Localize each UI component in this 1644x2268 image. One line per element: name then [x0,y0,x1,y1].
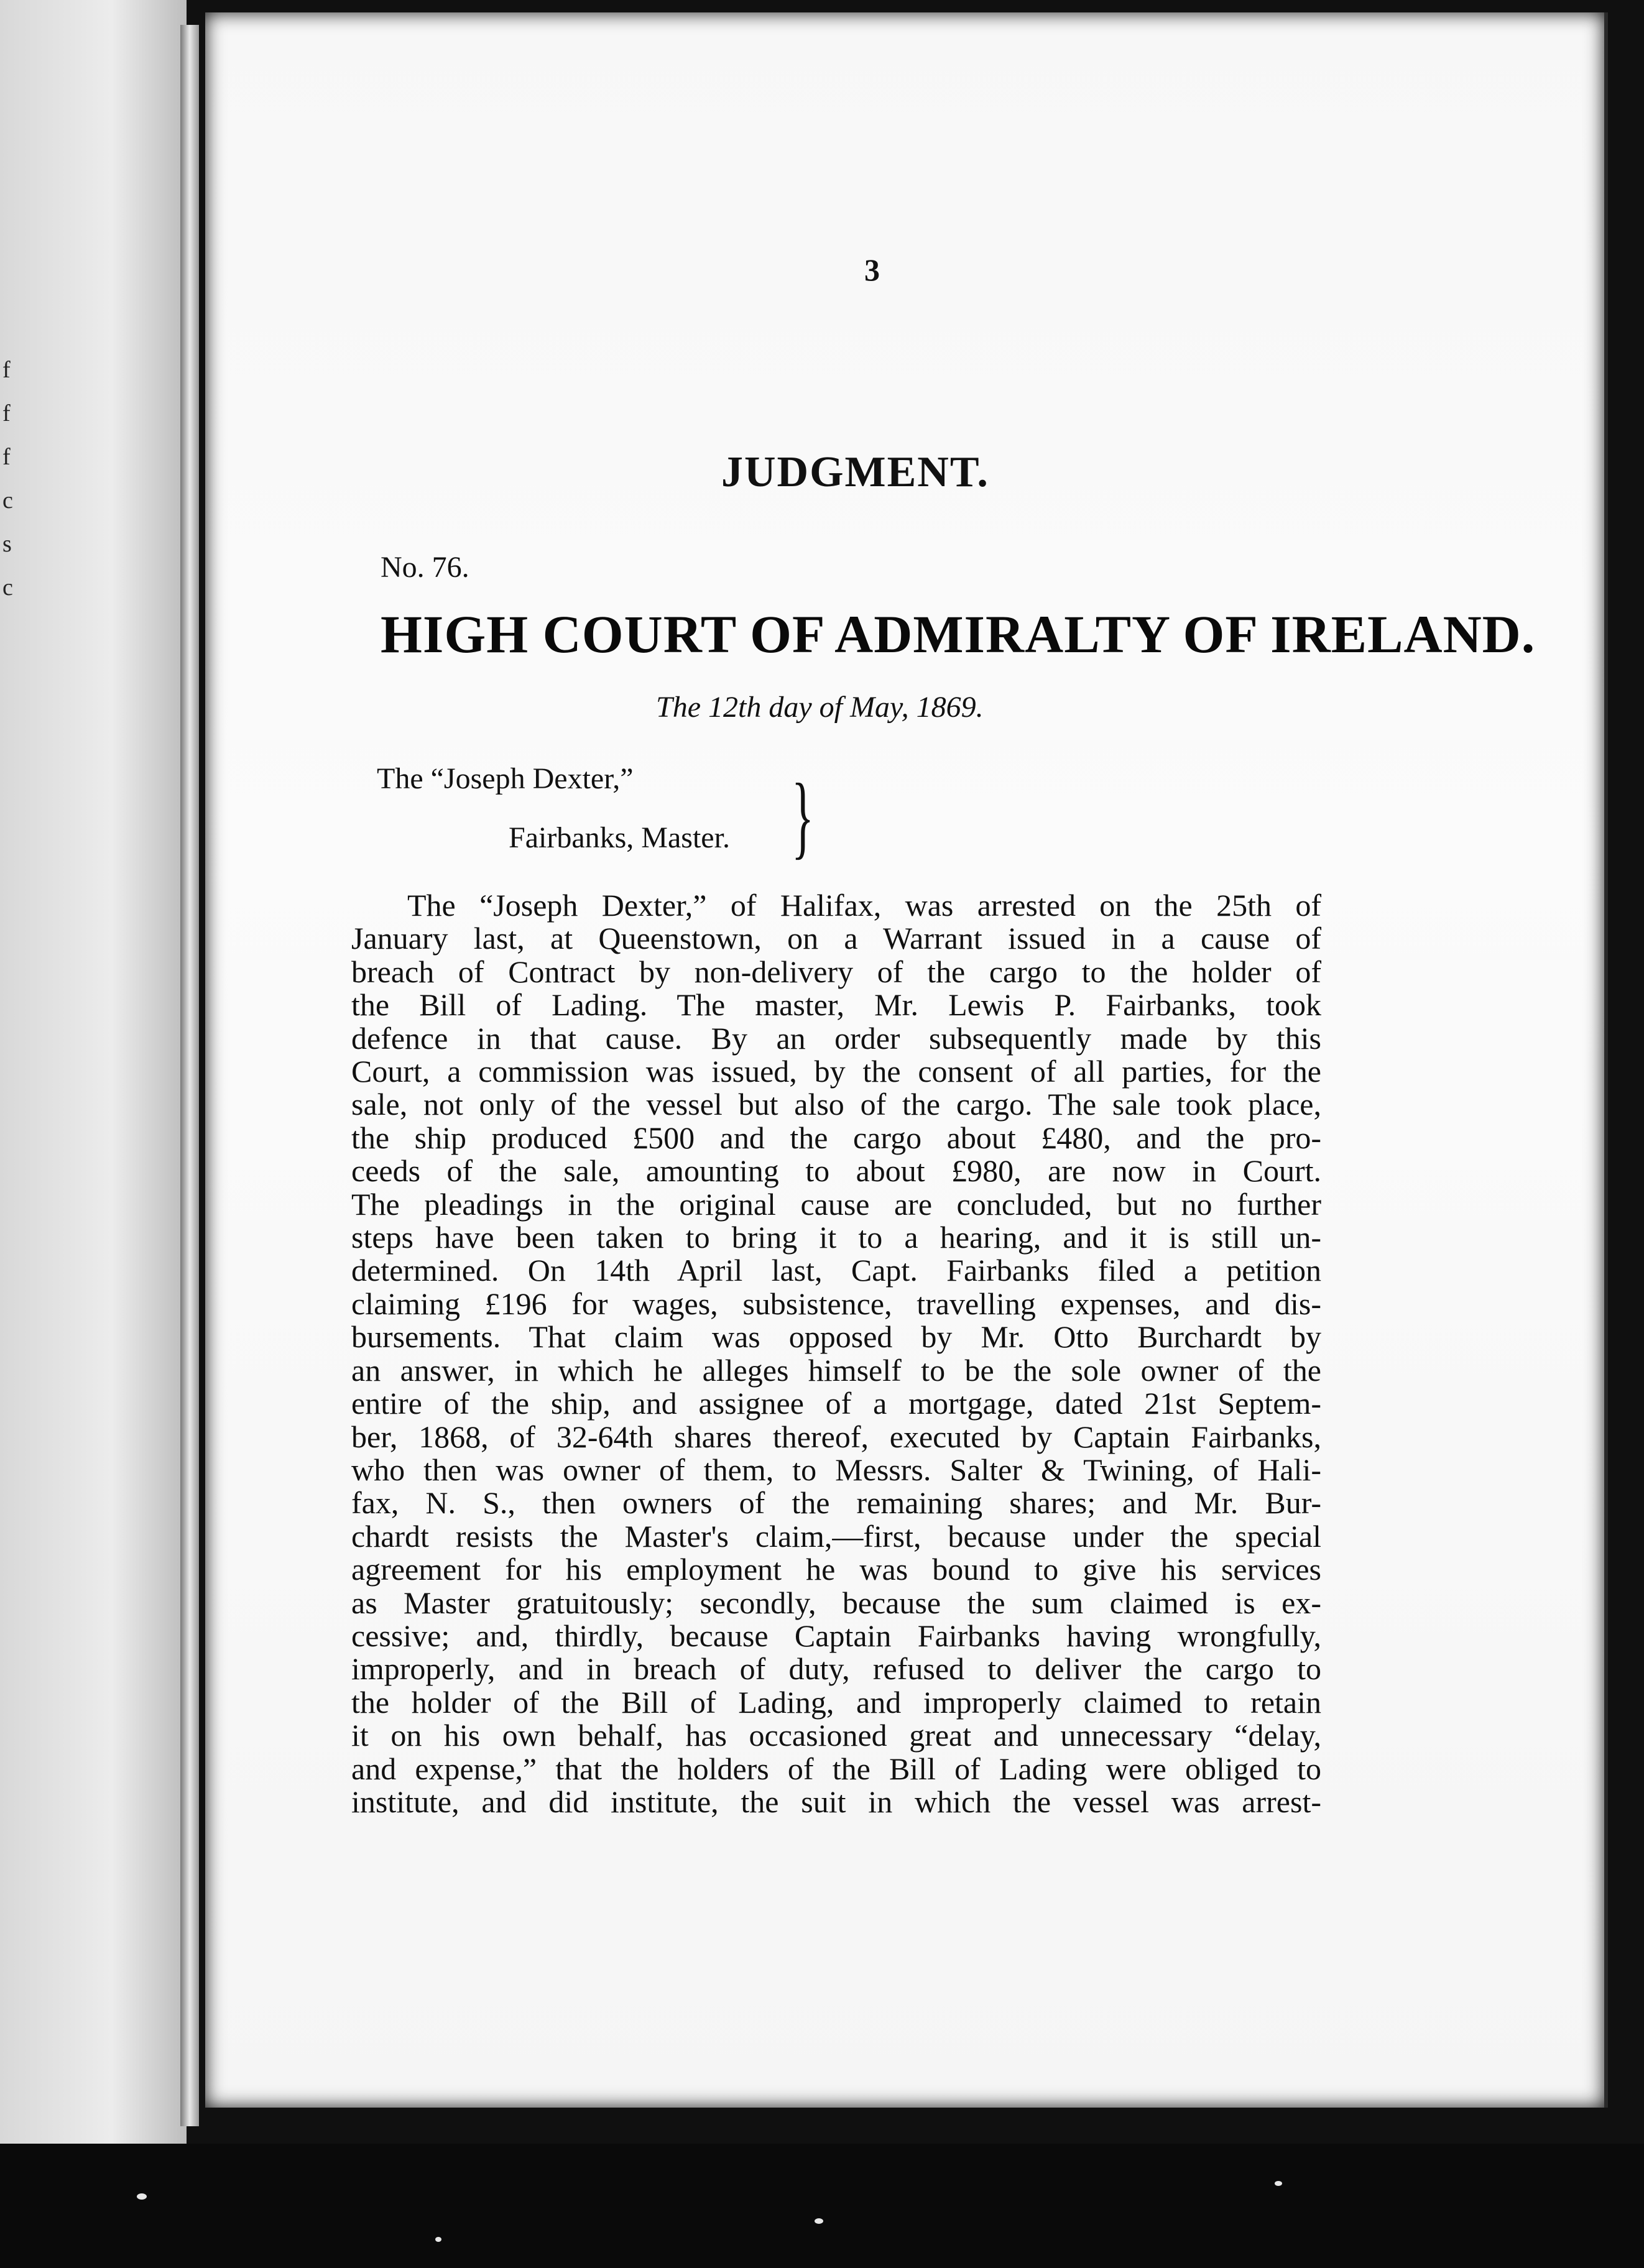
dust-speck [435,2237,441,2242]
judgment-date: The 12th day of May, 1869. [656,691,984,724]
party-vessel: The “Joseph Dexter,” [377,762,634,795]
facing-page-letters [2,348,21,609]
body-line: breach of Contract by non-delivery of the cargo to the holder of [351,954,1321,989]
body-line: it on his own behalf, has occasioned great and unnecessary “delay, [351,1718,1321,1753]
facing-letter: s [2,531,12,557]
body-line: entire of the ship, and assignee of a mortgage, dated 21st Septem- [351,1386,1321,1421]
facing-page [0,0,187,2144]
body-line: ber, 1868, of 32-64th shares thereof, executed by Captain Fairbanks, [351,1419,1321,1454]
body-line: The pleadings in the original cause are concluded, but no further [351,1186,1321,1222]
dust-speck [815,2218,823,2224]
court-name: HIGH COURT OF ADMIRALTY OF IRELAND. [381,604,1536,664]
facing-letter: f [2,400,11,426]
body-line: steps have been taken to bring it to a hearing, and it is still un- [351,1220,1321,1255]
body-line: bursements. That claim was opposed by Mr. Otto Burchardt by [351,1319,1321,1355]
body-line: Court, a commission was issued, by the consent of all parties, for the [351,1054,1321,1089]
body-line: ceeds of the sale, amounting to about £980, are now in Court. [351,1153,1321,1189]
body-line: chardt resists the Master's claim,—first, because under the special [351,1518,1321,1554]
case-number: No. 76. [381,551,469,584]
body-line: institute, and did institute, the suit in which the vessel was arrest- [351,1784,1321,1819]
brace-glyph: } [792,765,814,868]
body-line: cessive; and, thirdly, because Captain Fairbanks having wrongfully, [351,1618,1321,1653]
body-line: who then was owner of them, to Messrs. Salter & Twining, of Hali- [351,1452,1321,1487]
facing-letter: c [2,487,13,514]
body-line: claiming £196 for wages, subsistence, travelling expenses, and dis- [351,1286,1321,1321]
judgment-body [351,889,1321,1819]
facing-letter: f [2,444,11,470]
dust-speck [1275,2181,1282,2186]
body-line: as Master gratuitously; secondly, because the sum claimed is ex- [351,1585,1321,1620]
judgment-heading: JUDGMENT. [721,448,989,496]
party-master: Fairbanks, Master. [509,821,730,854]
body-line: an answer, in which he alleges himself to be the sole owner of the [351,1352,1321,1388]
body-line: fax, N. S., then owners of the remaining shares; and Mr. Bur- [351,1485,1321,1521]
body-line: the holder of the Bill of Lading, and improperly claimed to retain [351,1684,1321,1720]
body-line: the ship produced £500 and the cargo about £480, and the pro- [351,1120,1321,1155]
scan-bottom-edge [0,2144,1644,2268]
body-line: improperly, and in breach of duty, refused to deliver the cargo to [351,1651,1321,1687]
page-number: 3 [864,252,880,287]
body-line: The “Joseph Dexter,” of Halifax, was arrested on the 25th of [407,888,1321,923]
dust-speck [137,2193,147,2200]
facing-letter: c [2,574,13,601]
body-line: defence in that cause. By an order subsequently made by this [351,1020,1321,1056]
body-line: January last, at Queenstown, on a Warrant issued in a cause of [351,921,1321,956]
page-fold [180,25,199,2126]
body-line: the Bill of Lading. The master, Mr. Lewis P. Fairbanks, took [351,987,1321,1023]
body-line: agreement for his employment he was bound to give his services [351,1552,1321,1587]
body-line: sale, not only of the vessel but also of the cargo. The sale took place, [351,1087,1321,1122]
body-line: determined. On 14th April last, Capt. Fairbanks filed a petition [351,1253,1321,1288]
body-line: and expense,” that the holders of the Bill of Lading were obliged to [351,1751,1321,1786]
facing-letter: f [2,357,11,383]
